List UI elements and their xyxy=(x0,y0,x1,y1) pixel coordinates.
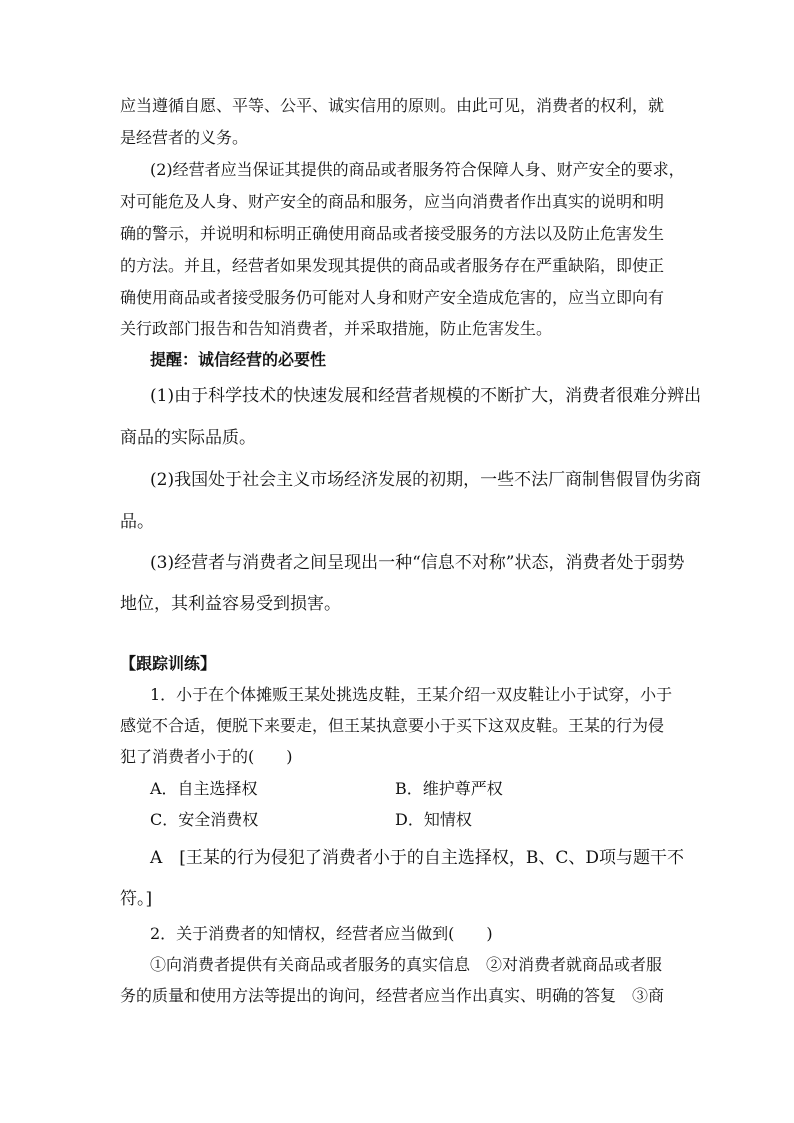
q1-option-a: A．自主选择权 xyxy=(150,779,258,798)
practice-header: 【跟踪训练】 xyxy=(120,654,217,673)
para2-line4: 的方法。并且，经营者如果发现其提供的商品或者服务存在严重缺陷，即使正 xyxy=(120,256,665,275)
para2-line2: 对可能危及人身、财产安全的商品和服务，应当向消费者作出真实的说明和明 xyxy=(120,192,665,211)
reminder-title: 提醒：诚信经营的必要性 xyxy=(150,350,327,369)
q1-line2: 感觉不合适，便脱下来要走，但王某执意要小于买下这双皮鞋。王某的行为侵 xyxy=(120,716,665,735)
q2-line2: ①向消费者提供有关商品或者服务的真实信息 ②对消费者就商品或者服 xyxy=(150,955,663,974)
para2-line3: 确的警示，并说明和标明正确使用商品或者接受服务的方法以及防止危害发生 xyxy=(120,224,665,243)
q1-option-d: D．知情权 xyxy=(395,810,472,829)
q2-line1: 2．关于消费者的知情权，经营者应当做到( ) xyxy=(150,924,493,943)
q1-option-c: C．安全消费权 xyxy=(150,810,259,829)
reminder-item1-line2: 商品的实际品质。 xyxy=(120,428,256,448)
para2-line6: 关行政部门报告和告知消费者，并采取措施，防止危害发生。 xyxy=(120,319,553,338)
q1-answer-line2: 符。] xyxy=(120,889,153,909)
q1-option-b: B．维护尊严权 xyxy=(395,779,503,798)
q2-line3: 务的质量和使用方法等提出的询问，经营者应当作出真实、明确的答复 ③商 xyxy=(120,986,665,1005)
q1-line1: 1．小于在个体摊贩王某处挑选皮鞋，王某介绍一双皮鞋让小于试穿，小于 xyxy=(150,685,673,704)
reminder-item1-line1: (1)由于科学技术的快速发展和经营者规模的不断扩大，消费者很难分辨出 xyxy=(150,386,702,406)
q1-answer-line1: A [王某的行为侵犯了消费者小于的自主选择权，B、C、D项与题干不 xyxy=(150,848,685,868)
reminder-item2-line1: (2)我国处于社会主义市场经济发展的初期，一些不法厂商制售假冒伪劣商 xyxy=(150,470,702,490)
reminder-item2-line2: 品。 xyxy=(120,512,154,532)
q1-line3: 犯了消费者小于的( ) xyxy=(120,747,293,766)
para1-line2: 是经营者的义务。 xyxy=(120,128,249,147)
para2-line5: 确使用商品或者接受服务仍可能对人身和财产安全造成危害的，应当立即向有 xyxy=(120,288,665,307)
reminder-item3-line1: (3)经营者与消费者之间呈现出一种“信息不对称”状态，消费者处于弱势 xyxy=(150,553,685,573)
para2-line1: (2)经营者应当保证其提供的商品或者服务符合保障人身、财产安全的要求， xyxy=(150,160,685,179)
reminder-item3-line2: 地位，其利益容易受到损害。 xyxy=(120,594,341,614)
para1-line1: 应当遵循自愿、平等、公平、诚实信用的原则。由此可见，消费者的权利，就 xyxy=(120,96,665,115)
